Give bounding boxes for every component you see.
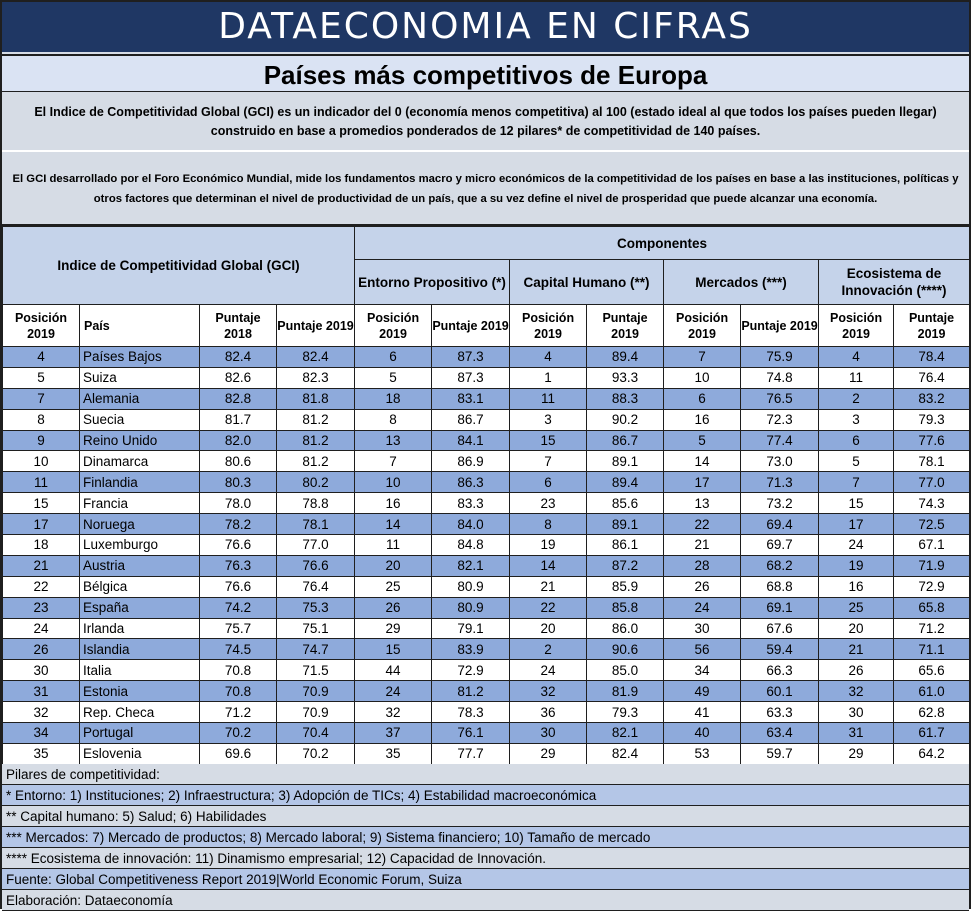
table-cell: 86.7 <box>587 430 664 451</box>
table-cell: 78.1 <box>894 451 970 472</box>
table-cell: 84.0 <box>432 514 510 535</box>
table-cell: 11 <box>819 367 894 388</box>
table-cell: 20 <box>510 618 587 639</box>
table-cell: 75.1 <box>277 618 355 639</box>
table-cell: 82.3 <box>277 367 355 388</box>
table-cell: 89.1 <box>587 451 664 472</box>
table-cell: 75.7 <box>200 618 277 639</box>
table-cell: 86.0 <box>587 618 664 639</box>
table-cell: 24 <box>510 660 587 681</box>
table-cell: 71.2 <box>200 702 277 723</box>
table-cell: 80.6 <box>200 451 277 472</box>
table-cell: 18 <box>3 535 80 556</box>
table-cell: 77.0 <box>894 472 970 493</box>
table-cell: 74.5 <box>200 639 277 660</box>
table-cell: 89.1 <box>587 514 664 535</box>
group-entorno: Entorno Propositivo (*) <box>355 260 510 305</box>
table-cell: 15 <box>355 639 432 660</box>
table-row <box>3 576 970 597</box>
table-cell: 59.4 <box>741 639 819 660</box>
table-cell: 87.2 <box>587 555 664 576</box>
table-cell: 11 <box>510 388 587 409</box>
table-cell: 89.4 <box>587 347 664 368</box>
table-cell: 79.3 <box>587 702 664 723</box>
table-cell: 29 <box>510 743 587 764</box>
table-cell: 4 <box>510 347 587 368</box>
table-cell: 35 <box>355 743 432 764</box>
table-cell: 34 <box>664 660 741 681</box>
table-cell: 76.1 <box>432 723 510 744</box>
table-cell: 71.1 <box>894 639 970 660</box>
column-header: Puntaje 2019 <box>587 305 664 347</box>
table-cell: 79.3 <box>894 409 970 430</box>
table-cell: 25 <box>819 597 894 618</box>
table-cell: 68.8 <box>741 576 819 597</box>
table-cell: 59.7 <box>741 743 819 764</box>
table-cell: 34 <box>3 723 80 744</box>
table-cell: 74.8 <box>741 367 819 388</box>
country-cell: España <box>80 597 200 618</box>
table-cell: 84.8 <box>432 535 510 556</box>
country-cell: Eslovenia <box>80 743 200 764</box>
column-header: Posición 2019 <box>819 305 894 347</box>
source-line: Fuente: Global Competitiveness Report 2019|World Economic Forum, Suiza <box>2 869 969 890</box>
table-cell: 32 <box>510 681 587 702</box>
table-cell: 25 <box>355 576 432 597</box>
table-cell: 80.9 <box>432 576 510 597</box>
table-cell: 22 <box>510 597 587 618</box>
table-cell: 69.6 <box>200 743 277 764</box>
table-cell: 24 <box>664 597 741 618</box>
table-cell: 31 <box>819 723 894 744</box>
table-cell: 72.9 <box>894 576 970 597</box>
table-row <box>3 514 970 535</box>
table-cell: 78.2 <box>200 514 277 535</box>
table-cell: 69.1 <box>741 597 819 618</box>
group-capital-humano: Capital Humano (**) <box>510 260 664 305</box>
table-cell: 21 <box>3 555 80 576</box>
table-cell: 70.9 <box>277 681 355 702</box>
table-cell: 22 <box>3 576 80 597</box>
table-cell: 90.2 <box>587 409 664 430</box>
table-cell: 81.2 <box>277 409 355 430</box>
country-cell: Bélgica <box>80 576 200 597</box>
table-cell: 14 <box>355 514 432 535</box>
table-cell: 7 <box>3 388 80 409</box>
table-cell: 69.4 <box>741 514 819 535</box>
table-row <box>3 409 970 430</box>
table-cell: 68.2 <box>741 555 819 576</box>
table-cell: 85.9 <box>587 576 664 597</box>
description-wef-text: El GCI desarrollado por el Foro Económico Mundial, mide los fundamentos macro y micro económicos de la competitividad de los países en base a las instituciones, políticas y otros factores que determinan el nivel de productividad de un país, que a su vez define el nivel de prosperidad que puede alcanzar una economía. <box>12 173 959 205</box>
country-cell: Dinamarca <box>80 451 200 472</box>
table-cell: 77.4 <box>741 430 819 451</box>
table-cell: 32 <box>3 702 80 723</box>
table-cell: 61.0 <box>894 681 970 702</box>
table-cell: 32 <box>819 681 894 702</box>
table-cell: 63.4 <box>741 723 819 744</box>
footnote-line: **** Ecosistema de innovación: 11) Dinamismo empresarial; 12) Capacidad de Innovación. <box>2 848 969 869</box>
table-cell: 83.1 <box>432 388 510 409</box>
table-cell: 79.1 <box>432 618 510 639</box>
country-cell: Francia <box>80 493 200 514</box>
table-cell: 81.7 <box>200 409 277 430</box>
table-cell: 86.9 <box>432 451 510 472</box>
table-cell: 15 <box>819 493 894 514</box>
table-cell: 30 <box>3 660 80 681</box>
table-cell: 21 <box>510 576 587 597</box>
brand-banner: DATAECONOMIA EN CIFRAS <box>2 2 969 52</box>
table-cell: 2 <box>819 388 894 409</box>
table-cell: 9 <box>3 430 80 451</box>
table-cell: 21 <box>819 639 894 660</box>
table-cell: 8 <box>3 409 80 430</box>
table-cell: 41 <box>664 702 741 723</box>
table-cell: 71.2 <box>894 618 970 639</box>
table-cell: 80.9 <box>432 597 510 618</box>
table-cell: 65.6 <box>894 660 970 681</box>
table-cell: 32 <box>355 702 432 723</box>
table-cell: 23 <box>510 493 587 514</box>
table-cell: 81.8 <box>277 388 355 409</box>
table-row <box>3 347 970 368</box>
table-cell: 76.5 <box>741 388 819 409</box>
country-cell: Finlandia <box>80 472 200 493</box>
table-cell: 23 <box>3 597 80 618</box>
table-cell: 71.9 <box>894 555 970 576</box>
country-cell: Portugal <box>80 723 200 744</box>
table-row <box>3 430 970 451</box>
table-cell: 76.6 <box>277 555 355 576</box>
table-cell: 85.8 <box>587 597 664 618</box>
table-cell: 82.8 <box>200 388 277 409</box>
table-cell: 7 <box>664 347 741 368</box>
table-row <box>3 743 970 764</box>
footnote-line: Pilares de competitividad: <box>2 764 969 785</box>
table-cell: 11 <box>355 535 432 556</box>
table-cell: 4 <box>3 347 80 368</box>
table-cell: 82.1 <box>432 555 510 576</box>
table-cell: 75.9 <box>741 347 819 368</box>
table-cell: 14 <box>664 451 741 472</box>
table-cell: 29 <box>355 618 432 639</box>
table-row <box>3 472 970 493</box>
table-cell: 40 <box>664 723 741 744</box>
column-header: País <box>80 305 200 347</box>
table-cell: 8 <box>510 514 587 535</box>
table-cell: 15 <box>3 493 80 514</box>
page-title: Países más competitivos de Europa <box>2 54 969 92</box>
footnote-line: ** Capital humano: 5) Salud; 6) Habilidades <box>2 806 969 827</box>
table-cell: 10 <box>664 367 741 388</box>
country-cell: Países Bajos <box>80 347 200 368</box>
table-cell: 82.1 <box>587 723 664 744</box>
table-cell: 30 <box>510 723 587 744</box>
column-header: Posición 2019 <box>355 305 432 347</box>
table-cell: 82.4 <box>277 347 355 368</box>
table-cell: 77.6 <box>894 430 970 451</box>
column-header: Posición 2019 <box>510 305 587 347</box>
table-cell: 87.3 <box>432 367 510 388</box>
table-cell: 20 <box>355 555 432 576</box>
table-cell: 83.9 <box>432 639 510 660</box>
table-cell: 85.6 <box>587 493 664 514</box>
country-cell: Suiza <box>80 367 200 388</box>
column-header: Puntaje 2019 <box>741 305 819 347</box>
table-cell: 7 <box>355 451 432 472</box>
table-cell: 17 <box>3 514 80 535</box>
table-cell: 81.9 <box>587 681 664 702</box>
table-cell: 78.4 <box>894 347 970 368</box>
table-cell: 26 <box>355 597 432 618</box>
table-cell: 70.4 <box>277 723 355 744</box>
table-cell: 81.2 <box>432 681 510 702</box>
table-cell: 71.3 <box>741 472 819 493</box>
table-cell: 62.8 <box>894 702 970 723</box>
table-cell: 78.3 <box>432 702 510 723</box>
table-cell: 28 <box>664 555 741 576</box>
table-cell: 76.4 <box>894 367 970 388</box>
table-cell: 83.3 <box>432 493 510 514</box>
table-cell: 44 <box>355 660 432 681</box>
table-cell: 22 <box>664 514 741 535</box>
table-cell: 77.0 <box>277 535 355 556</box>
table-cell: 37 <box>355 723 432 744</box>
table-cell: 5 <box>819 451 894 472</box>
table-cell: 80.3 <box>200 472 277 493</box>
table-cell: 56 <box>664 639 741 660</box>
table-cell: 18 <box>355 388 432 409</box>
table-cell: 6 <box>819 430 894 451</box>
table-cell: 24 <box>819 535 894 556</box>
table-cell: 4 <box>819 347 894 368</box>
country-cell: Luxemburgo <box>80 535 200 556</box>
table-cell: 6 <box>510 472 587 493</box>
table-cell: 13 <box>355 430 432 451</box>
table-cell: 5 <box>355 367 432 388</box>
table-cell: 21 <box>664 535 741 556</box>
column-header: Puntaje 2018 <box>200 305 277 347</box>
competitiveness-table <box>2 226 970 765</box>
country-cell: Italia <box>80 660 200 681</box>
table-row <box>3 535 970 556</box>
country-cell: Reino Unido <box>80 430 200 451</box>
table-cell: 70.2 <box>277 743 355 764</box>
table-cell: 13 <box>664 493 741 514</box>
table-cell: 70.8 <box>200 660 277 681</box>
table-cell: 36 <box>510 702 587 723</box>
table-cell: 82.4 <box>200 347 277 368</box>
country-cell: Islandia <box>80 639 200 660</box>
table-cell: 29 <box>819 743 894 764</box>
column-header: Posición 2019 <box>3 305 80 347</box>
table-cell: 26 <box>664 576 741 597</box>
table-cell: 73.0 <box>741 451 819 472</box>
table-cell: 19 <box>819 555 894 576</box>
table-cell: 3 <box>510 409 587 430</box>
table-row <box>3 388 970 409</box>
table-cell: 84.1 <box>432 430 510 451</box>
description-wef <box>2 154 969 226</box>
table-cell: 16 <box>355 493 432 514</box>
table-cell: 26 <box>819 660 894 681</box>
table-cell: 10 <box>355 472 432 493</box>
gci-header: Indice de Competitividad Global (GCI) <box>3 227 355 305</box>
table-cell: 81.2 <box>277 430 355 451</box>
table-cell: 82.6 <box>200 367 277 388</box>
table-cell: 88.3 <box>587 388 664 409</box>
table-cell: 17 <box>819 514 894 535</box>
table-cell: 2 <box>510 639 587 660</box>
table-cell: 76.4 <box>277 576 355 597</box>
table-cell: 60.1 <box>741 681 819 702</box>
table-cell: 71.5 <box>277 660 355 681</box>
table-cell: 70.8 <box>200 681 277 702</box>
table-cell: 86.7 <box>432 409 510 430</box>
table-cell: 35 <box>3 743 80 764</box>
table-cell: 5 <box>664 430 741 451</box>
table-cell: 7 <box>510 451 587 472</box>
table-cell: 86.3 <box>432 472 510 493</box>
table-row <box>3 597 970 618</box>
table-cell: 76.6 <box>200 576 277 597</box>
table-row <box>3 493 970 514</box>
table-cell: 72.3 <box>741 409 819 430</box>
table-row <box>3 702 970 723</box>
country-cell: Rep. Checa <box>80 702 200 723</box>
table-cell: 64.2 <box>894 743 970 764</box>
table-cell: 70.2 <box>200 723 277 744</box>
table-cell: 82.0 <box>200 430 277 451</box>
table-cell: 26 <box>3 639 80 660</box>
table-cell: 16 <box>819 576 894 597</box>
table-cell: 30 <box>664 618 741 639</box>
table-cell: 20 <box>819 618 894 639</box>
table-cell: 85.0 <box>587 660 664 681</box>
column-header: Puntaje 2019 <box>894 305 970 347</box>
table-cell: 80.2 <box>277 472 355 493</box>
table-cell: 15 <box>510 430 587 451</box>
table-cell: 66.3 <box>741 660 819 681</box>
table-cell: 7 <box>819 472 894 493</box>
table-cell: 70.9 <box>277 702 355 723</box>
country-cell: Alemania <box>80 388 200 409</box>
footnotes <box>2 764 969 911</box>
table-row <box>3 639 970 660</box>
table-cell: 74.2 <box>200 597 277 618</box>
table-cell: 73.2 <box>741 493 819 514</box>
table-cell: 5 <box>3 367 80 388</box>
table-cell: 78.0 <box>200 493 277 514</box>
table-cell: 83.2 <box>894 388 970 409</box>
table-cell: 69.7 <box>741 535 819 556</box>
table-cell: 76.3 <box>200 555 277 576</box>
table-cell: 67.1 <box>894 535 970 556</box>
table-cell: 72.9 <box>432 660 510 681</box>
table-row <box>3 618 970 639</box>
table-cell: 77.7 <box>432 743 510 764</box>
table-cell: 87.3 <box>432 347 510 368</box>
table-cell: 82.4 <box>587 743 664 764</box>
table-row <box>3 367 970 388</box>
table-row <box>3 681 970 702</box>
table-cell: 89.4 <box>587 472 664 493</box>
country-cell: Suecia <box>80 409 200 430</box>
footnote-line: *** Mercados: 7) Mercado de productos; 8) Mercado laboral; 9) Sistema financiero; 10) Tamaño de mercado <box>2 827 969 848</box>
table-cell: 75.3 <box>277 597 355 618</box>
description-gci-text: El Indice de Competitividad Global (GCI) es un indicador del 0 (economía menos competitiva) al 100 (estado ideal al que todos los países pueden llegar) construido en base a promedios ponderados de 12 pilares* de competitividad de 140 países. <box>34 104 937 138</box>
table-cell: 16 <box>664 409 741 430</box>
column-header: Posición 2019 <box>664 305 741 347</box>
description-gci <box>2 93 969 152</box>
table-cell: 74.7 <box>277 639 355 660</box>
components-header: Componentes <box>355 227 970 260</box>
table-cell: 19 <box>510 535 587 556</box>
table-cell: 86.1 <box>587 535 664 556</box>
table-row <box>3 451 970 472</box>
table-cell: 14 <box>510 555 587 576</box>
table-cell: 53 <box>664 743 741 764</box>
table-cell: 49 <box>664 681 741 702</box>
table-cell: 76.6 <box>200 535 277 556</box>
table-cell: 67.6 <box>741 618 819 639</box>
table-cell: 72.5 <box>894 514 970 535</box>
table-cell: 78.1 <box>277 514 355 535</box>
credit-line: Elaboración: Dataeconomía <box>2 890 969 911</box>
table-cell: 6 <box>355 347 432 368</box>
table-row <box>3 723 970 744</box>
table-cell: 90.6 <box>587 639 664 660</box>
country-cell: Austria <box>80 555 200 576</box>
table-cell: 24 <box>3 618 80 639</box>
table-cell: 61.7 <box>894 723 970 744</box>
table-cell: 11 <box>3 472 80 493</box>
table-cell: 6 <box>664 388 741 409</box>
table-cell: 81.2 <box>277 451 355 472</box>
table-cell: 1 <box>510 367 587 388</box>
table-cell: 17 <box>664 472 741 493</box>
country-cell: Estonia <box>80 681 200 702</box>
table-cell: 63.3 <box>741 702 819 723</box>
table-cell: 74.3 <box>894 493 970 514</box>
table-cell: 10 <box>3 451 80 472</box>
table-cell: 65.8 <box>894 597 970 618</box>
table-row <box>3 555 970 576</box>
table-cell: 30 <box>819 702 894 723</box>
table-cell: 8 <box>355 409 432 430</box>
table-cell: 24 <box>355 681 432 702</box>
table-row <box>3 660 970 681</box>
table-cell: 93.3 <box>587 367 664 388</box>
table-body <box>3 347 970 765</box>
column-header: Puntaje 2019 <box>432 305 510 347</box>
country-cell: Irlanda <box>80 618 200 639</box>
footnote-line: * Entorno: 1) Instituciones; 2) Infraestructura; 3) Adopción de TICs; 4) Estabilidad macroeconómica <box>2 785 969 806</box>
group-innovacion: Ecosistema de Innovación (****) <box>819 260 970 305</box>
table-cell: 3 <box>819 409 894 430</box>
country-cell: Noruega <box>80 514 200 535</box>
column-header: Puntaje 2019 <box>277 305 355 347</box>
table-cell: 31 <box>3 681 80 702</box>
group-mercados: Mercados (***) <box>664 260 819 305</box>
table-cell: 78.8 <box>277 493 355 514</box>
